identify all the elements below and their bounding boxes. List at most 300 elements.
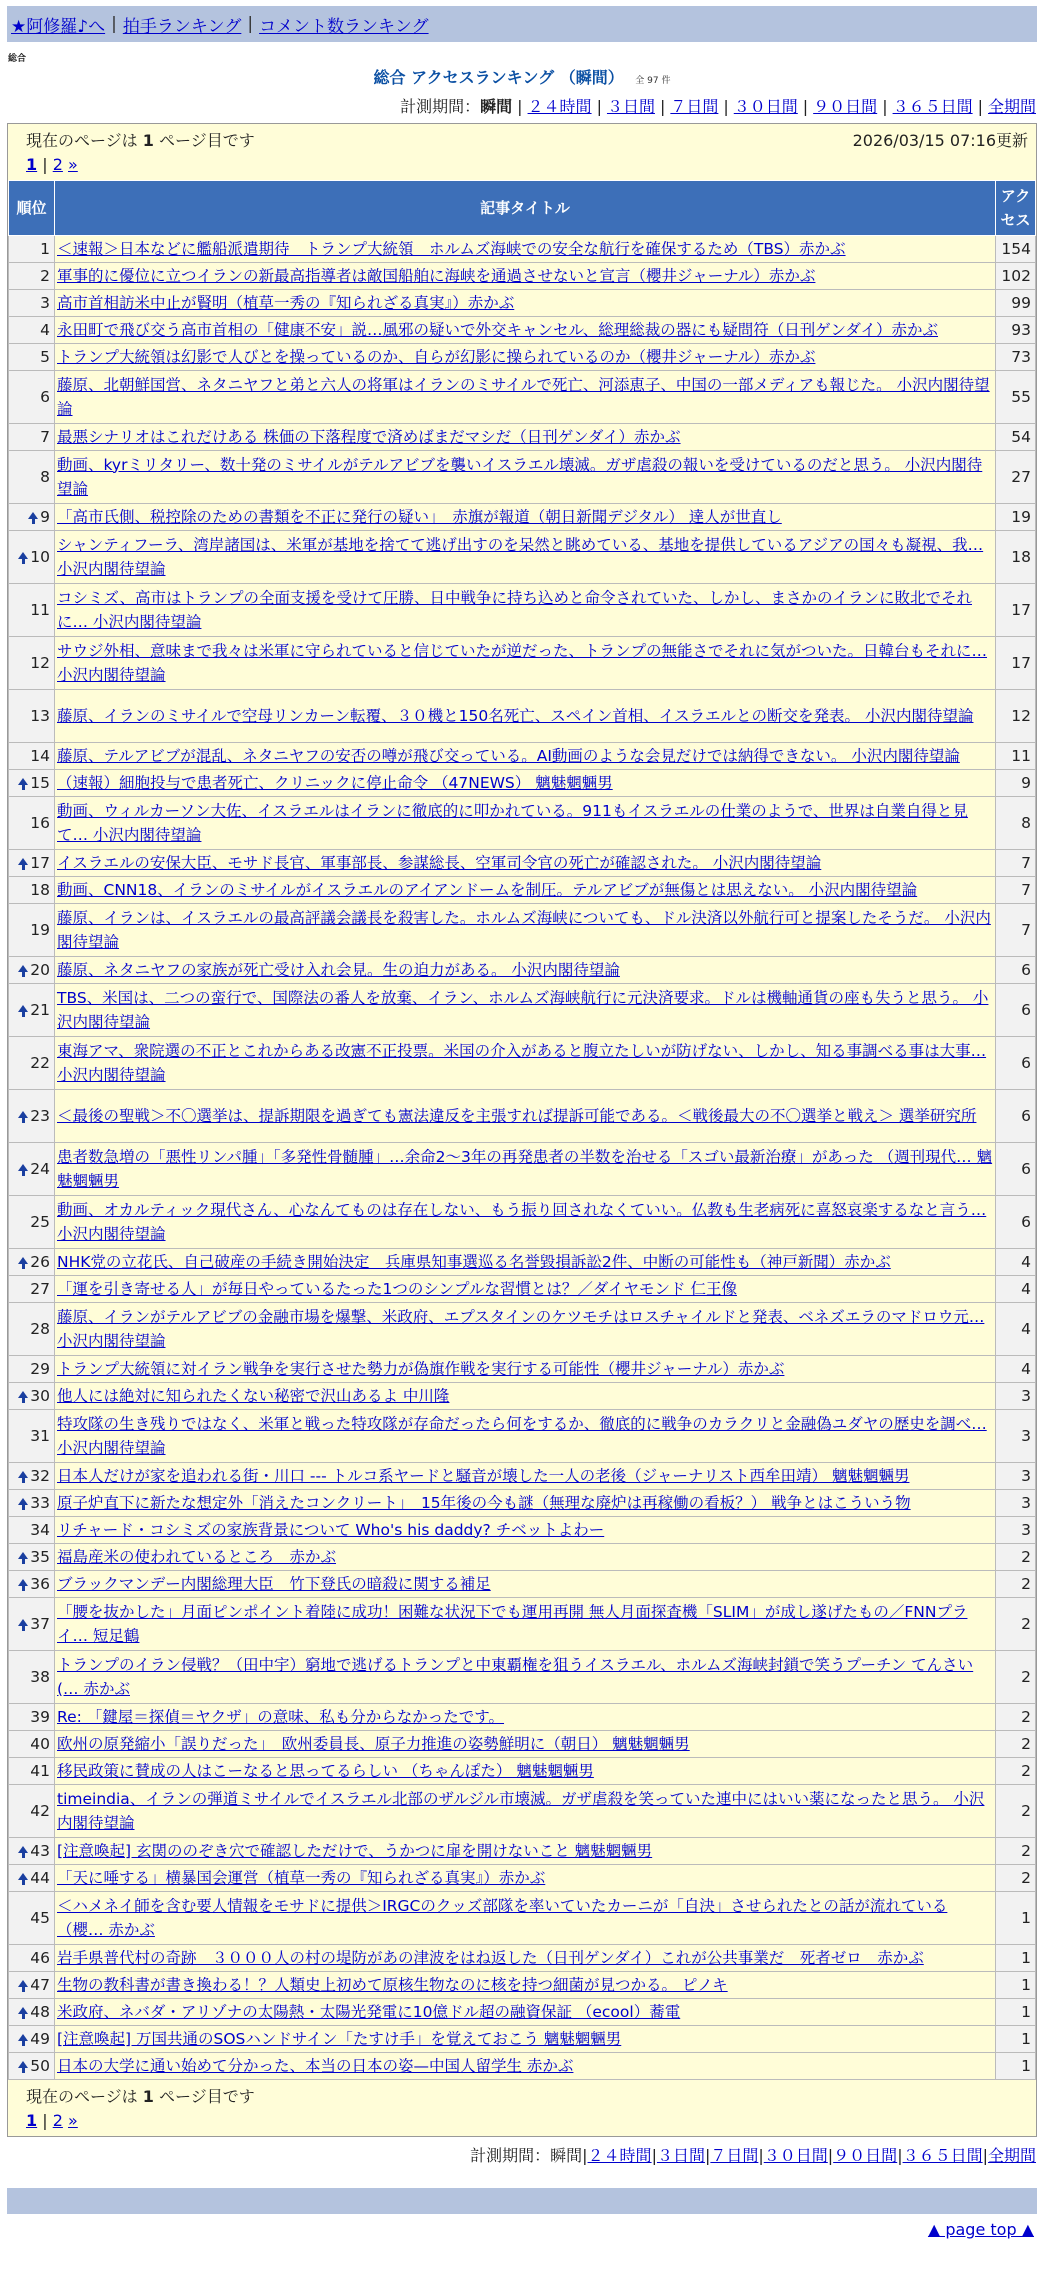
period-link[interactable]: 全期間: [987, 2146, 1036, 2165]
article-link[interactable]: 「天に唾する」横暴国会運営（植草一秀の『知られざる真実』）赤かぶ: [57, 1868, 546, 1887]
table-row: [9, 1571, 1036, 1598]
article-link[interactable]: ＜ハメネイ師を含む要人情報をモサドに提供＞IRGCのクッズ部隊を率いていたカーニが「自決」させられたとの話が流れている（櫻… 赤かぶ: [57, 1896, 948, 1939]
table-row: [9, 1090, 1036, 1143]
table-row: [9, 1704, 1036, 1731]
article-link[interactable]: NHK党の立花氏、自己破産の手続き開始決定 兵庫県知事選巡る名誉毀損訴訟2件、中断の可能性も（神戸新聞）赤かぶ: [57, 1252, 891, 1271]
rank-cell: [9, 1090, 55, 1143]
ranking-table: [8, 180, 1036, 2080]
table-row: [9, 637, 1036, 690]
rank-number: 28: [30, 1319, 50, 1338]
table-row: [9, 317, 1036, 344]
rank-number: 50: [30, 2056, 50, 2075]
rank-up-arrow-icon: [18, 778, 28, 785]
table-row: [9, 770, 1036, 797]
access-count: 54: [996, 424, 1036, 451]
rank-cell: [9, 1945, 55, 1972]
rank-cell: [9, 984, 55, 1037]
period-link[interactable]: ９０日間: [833, 2146, 898, 2165]
table-row: [9, 236, 1036, 263]
rank-number: 46: [30, 1948, 50, 1967]
page-top-link[interactable]: ▲ page top ▲: [927, 2220, 1034, 2239]
period-link[interactable]: 全期間: [987, 97, 1036, 116]
rank-number: 8: [40, 467, 50, 486]
table-row: [9, 1410, 1036, 1463]
table-row: [9, 1517, 1036, 1544]
rank-number: 9: [40, 507, 50, 526]
period-separator: |: [723, 97, 729, 116]
clap-ranking-link[interactable]: 拍手ランキング: [122, 16, 242, 37]
title-cell: [55, 2026, 996, 2053]
access-count: 6: [996, 1143, 1036, 1196]
home-link[interactable]: ★阿修羅♪へ: [11, 16, 106, 37]
rank-number: 11: [30, 600, 50, 619]
article-link[interactable]: 日本人だけが家を追われる街・川口 --- トルコ系ヤードと騒音が壊した一人の老後（ジャーナリスト西牟田靖） 魑魅魍魎男: [57, 1466, 910, 1485]
access-count: 4: [996, 1276, 1036, 1303]
title-cell: [55, 1383, 996, 1410]
table-row: [9, 1544, 1036, 1571]
rank-cell: [9, 1143, 55, 1196]
article-link[interactable]: 藤原、イランのミサイルで空母リンカーン転覆、３０機と150名死亡、スペイン首相、イスラエルとの断交を発表。 小沢内閣待望論: [57, 706, 974, 725]
title-cell: [55, 1544, 996, 1571]
access-count: 2: [996, 1598, 1036, 1651]
article-link[interactable]: 藤原、北朝鮮国営、ネタニヤフと弟と六人の将軍はイランのミサイルで死亡、河添恵子、中国の一部メディアも報じた。 小沢内閣待望論: [57, 375, 990, 418]
table-row: [9, 2053, 1036, 2080]
article-link[interactable]: （速報）細胞投与で患者死亡、クリニックに停止命令 （47NEWS） 魑魅魍魎男: [57, 773, 613, 792]
access-count: 102: [996, 263, 1036, 290]
access-count: 6: [996, 1090, 1036, 1143]
rank-cell: [9, 743, 55, 770]
access-count: 3: [996, 1517, 1036, 1544]
access-count: 154: [996, 236, 1036, 263]
pager-next-arrow[interactable]: »: [68, 2111, 78, 2130]
rank-cell: [9, 1490, 55, 1517]
rank-number: 22: [30, 1053, 50, 1072]
title-cell: [55, 1785, 996, 1838]
title-cell: [55, 1758, 996, 1785]
title-cell: [55, 957, 996, 984]
ranking-rows: [9, 236, 1036, 2080]
rank-number: 12: [30, 653, 50, 672]
access-count: 3: [996, 1383, 1036, 1410]
article-link[interactable]: 動画、CNN18、イランのミサイルがイスラエルのアイアンドームを制圧。テルアビブが無傷とは思えない。 小沢内閣待望論: [57, 880, 918, 899]
article-link[interactable]: リチャード・コシミズの家族背景について Who's his daddy? チベットよわー: [57, 1520, 605, 1539]
page-info-suffix: ページ目です: [159, 131, 255, 150]
period-current: 瞬間: [480, 97, 513, 116]
title-cell: [55, 904, 996, 957]
article-link[interactable]: 動画、kyrミリタリー、数十発のミサイルがテルアビブを襲いイスラエル壊滅。ガザ虐殺の報いを受けているのだと思う。 小沢内閣待望論: [57, 455, 983, 498]
rank-cell: [9, 263, 55, 290]
table-row: [9, 1303, 1036, 1356]
period-separator: |: [596, 97, 602, 116]
article-link[interactable]: 特攻隊の生き残りではなく、米軍と戦った特攻隊が存命だったら何をするか、徹底的に戦争のカラクリと金融偽ユダヤの歴史を調べ… 小沢内閣待望論: [57, 1414, 987, 1457]
article-link[interactable]: 永田町で飛び交う高市首相の「健康不安」説…風邪の疑いで外交キャンセル、総理総裁の器にも疑問符（日刊ゲンダイ）赤かぶ: [57, 320, 939, 339]
article-link[interactable]: 藤原、イランがテルアビブの金融市場を爆撃、米政府、エプスタインのケツモチはロスチャイルドと発表、ベネズエラのマドロウ元… 小沢内閣待望論: [57, 1307, 985, 1350]
access-count: 6: [996, 984, 1036, 1037]
table-row: [9, 531, 1036, 584]
article-link[interactable]: 「腰を抜かした」月面ピンポイント着陸に成功！困難な状況下でも運用再開 無人月面探査機「SLIM」が成し遂げたもの／FNNプライ… 短足鶴: [57, 1602, 968, 1645]
article-link[interactable]: 患者数急増の「悪性リンパ腫」「多発性骨髄腫」…余命2～3年の再発患者の半数を治せる「スゴい最新治療」があった （週刊現代… 魑魅魍魎男: [57, 1147, 993, 1190]
article-link[interactable]: 移民政策に賛成の人はこーなると思ってるらしい （ちゃんぽた） 魑魅魍魎男: [57, 1761, 594, 1780]
table-row: [9, 850, 1036, 877]
table-row: [9, 424, 1036, 451]
title-cell: [55, 2053, 996, 2080]
pager-bottom: [26, 2111, 1028, 2130]
title-cell: [55, 584, 996, 637]
title-cell: [55, 263, 996, 290]
access-count: 8: [996, 797, 1036, 850]
title-cell: [55, 1463, 996, 1490]
table-row: [9, 451, 1036, 504]
access-count: 3: [996, 1463, 1036, 1490]
period-link[interactable]: ７日間: [670, 97, 719, 116]
access-count: 6: [996, 1196, 1036, 1249]
pager-page-1[interactable]: 1: [26, 155, 38, 174]
article-link[interactable]: Re: 「鍵屋＝探偵＝ヤクザ」の意味、私も分からなかったです。: [57, 1707, 505, 1726]
title-cell: [55, 1356, 996, 1383]
title-cell: [55, 850, 996, 877]
article-link[interactable]: [注意喚起] 万国共通のSOSハンドサイン「たすけ手」を覚えておこう 魑魅魍魎男: [57, 2029, 622, 2048]
table-row: [9, 957, 1036, 984]
page-number: 1: [142, 2087, 154, 2106]
period-link[interactable]: ７日間: [710, 2146, 759, 2165]
rank-number: 15: [30, 773, 50, 792]
period-separator: |: [651, 2146, 657, 2165]
table-row: [9, 743, 1036, 770]
period-separator: |: [704, 2146, 711, 2165]
period-separator: |: [802, 97, 809, 116]
title-cell: [55, 1999, 996, 2026]
access-count: 93: [996, 317, 1036, 344]
title-cell: [55, 1598, 996, 1651]
table-row: [9, 1945, 1036, 1972]
article-link[interactable]: 「運を引き寄せる人」が毎日やっているたった1つのシンプルな習慣とは？／ダイヤモンド 仁王像: [57, 1279, 737, 1298]
rank-number: 25: [30, 1212, 50, 1231]
rank-up-arrow-icon: [18, 965, 28, 972]
table-row: [9, 984, 1036, 1037]
rank-cell: [9, 290, 55, 317]
access-header: アクセス: [996, 181, 1036, 236]
rank-number: 43: [30, 1841, 50, 1860]
article-link[interactable]: 藤原、ネタニヤフの家族が死亡受け入れ会見。生の迫力がある。 小沢内閣待望論: [57, 960, 620, 979]
article-link[interactable]: 「高市氏側、税控除のための書類を不正に発行の疑い」 赤旗が報道（朝日新聞デジタル） 達人が世直し: [57, 507, 782, 526]
access-count: 7: [996, 850, 1036, 877]
table-row: [9, 1651, 1036, 1704]
table-row: [9, 344, 1036, 371]
rank-cell: [9, 637, 55, 690]
title-cell: [55, 1490, 996, 1517]
access-count: 9: [996, 770, 1036, 797]
access-count: 4: [996, 1356, 1036, 1383]
rank-cell: [9, 1276, 55, 1303]
rank-cell: [9, 1651, 55, 1704]
period-link[interactable]: ３６５日間: [902, 2146, 983, 2165]
access-count: 12: [996, 690, 1036, 743]
article-link[interactable]: 藤原、イランは、イスラエルの最高評議会議長を殺害した。ホルムズ海峡についても、ドル決済以外航行可と提案したそうだ。 小沢内閣待望論: [57, 908, 991, 951]
rank-cell: [9, 531, 55, 584]
rank-up-arrow-icon: [18, 1111, 28, 1118]
rank-cell: [9, 1838, 55, 1865]
rank-cell: [9, 1999, 55, 2026]
article-link[interactable]: 高市首相訪米中止が賢明（植草一秀の『知られざる真実』）赤かぶ: [57, 293, 515, 312]
title-cell: [55, 984, 996, 1037]
article-link[interactable]: TBS、米国は、二つの蛮行で、国際法の番人を放棄、イラン、ホルムズ海峡航行に元決済要求。ドルは機軸通貨の座も失うと思う。 小沢内閣待望論: [57, 988, 989, 1031]
title-cell: [55, 1410, 996, 1463]
access-count: 2: [996, 1838, 1036, 1865]
period-link[interactable]: ３日間: [606, 97, 655, 116]
rank-up-arrow-icon: [18, 1257, 28, 1264]
access-count: 4: [996, 1303, 1036, 1356]
access-count: 2: [996, 1865, 1036, 1892]
rank-cell: [9, 2026, 55, 2053]
access-count: 6: [996, 1037, 1036, 1090]
updated-time: 2026/03/15 07:16更新: [852, 131, 1028, 150]
rank-cell: [9, 1517, 55, 1544]
period-separator: |: [882, 97, 888, 116]
article-link[interactable]: シャンティフーラ、湾岸諸国は、米軍が基地を捨てて逃げ出すのを呆然と眺めている、基地を提供しているアジアの国々も凝視、我… 小沢内閣待望論: [57, 535, 984, 578]
nav-separator: |: [111, 14, 117, 34]
article-link[interactable]: 欧州の原発縮小「誤りだった」 欧州委員長、原子力推進の姿勢鮮明に（朝日） 魑魅魍魎男: [57, 1734, 690, 1753]
period-separator: |: [827, 2146, 834, 2165]
access-count: 2: [996, 1704, 1036, 1731]
title-cell: [55, 1731, 996, 1758]
rank-cell: [9, 1758, 55, 1785]
rank-number: 6: [40, 387, 50, 406]
rank-up-arrow-icon: [18, 2061, 28, 2068]
rank-cell: [9, 1383, 55, 1410]
rank-number: 7: [40, 427, 50, 446]
table-row: [9, 1785, 1036, 1838]
table-row: [9, 797, 1036, 850]
rank-cell: [9, 1785, 55, 1838]
article-link[interactable]: ブラックマンデー内閣総理大臣 竹下登氏の暗殺に関する補足: [57, 1574, 491, 1593]
rank-number: 37: [30, 1614, 50, 1633]
rank-number: 1: [40, 239, 50, 258]
ranking-container: [7, 123, 1037, 2137]
access-count: 55: [996, 371, 1036, 424]
pager-separator: |: [42, 2111, 48, 2130]
access-count: 17: [996, 584, 1036, 637]
rank-number: 39: [30, 1707, 50, 1726]
rank-number: 16: [30, 813, 50, 832]
period-link[interactable]: ９０日間: [813, 97, 878, 116]
page-number: 1: [142, 131, 154, 150]
title-cell: [55, 877, 996, 904]
page-info-bar: [8, 124, 1036, 180]
period-link[interactable]: ３６５日間: [892, 97, 973, 116]
access-count: 19: [996, 504, 1036, 531]
period-separator: |: [517, 97, 523, 116]
article-link[interactable]: 動画、オカルティック現代さん、心なんてものは存在しない、もう振り回されなくていい。仏教も生老病死に喜怒哀楽するなと言う… 小沢内閣待望論: [57, 1200, 987, 1243]
title-cell: [55, 1249, 996, 1276]
access-count: 7: [996, 877, 1036, 904]
access-count: 3: [996, 1490, 1036, 1517]
rank-number: 4: [40, 320, 50, 339]
rank-cell: [9, 797, 55, 850]
access-count: 1: [996, 2053, 1036, 2080]
rank-cell: [9, 344, 55, 371]
rank-number: 5: [40, 347, 50, 366]
table-row: [9, 1865, 1036, 1892]
table-row: [9, 290, 1036, 317]
table-row: [9, 877, 1036, 904]
pager-page-1[interactable]: 1: [26, 2111, 38, 2130]
article-link[interactable]: 岩手県普代村の奇跡 ３０００人の村の堤防があの津波をはね返した（日刊ゲンダイ）これが公共事業だ 死者ゼロ 赤かぶ: [57, 1948, 924, 1967]
rank-number: 47: [30, 1975, 50, 1994]
rank-up-arrow-icon: [18, 552, 28, 559]
table-row: [9, 1490, 1036, 1517]
page-title: 総合 アクセスランキング （瞬間）: [373, 68, 624, 87]
access-count: 11: [996, 743, 1036, 770]
rank-number: 18: [30, 880, 50, 899]
rank-up-arrow-icon: [18, 1552, 28, 1559]
title-cell: [55, 637, 996, 690]
title-header: 記事タイトル: [55, 181, 996, 236]
article-link[interactable]: 藤原、テルアビブが混乱、ネタニヤフの安否の噂が飛び交っている。AI動画のような会見だけでは納得できない。 小沢内閣待望論: [57, 746, 960, 765]
rank-cell: [9, 1571, 55, 1598]
period-separator: |: [897, 2146, 903, 2165]
rank-cell: [9, 957, 55, 984]
title-cell: [55, 504, 996, 531]
page-info-prefix: 現在のページは: [26, 131, 138, 150]
table-row: [9, 1731, 1036, 1758]
article-link[interactable]: 米政府、ネバダ・アリゾナの太陽熱・太陽光発電に10億ドル超の融資保証 （ecool）蕎電: [57, 2002, 681, 2021]
article-link[interactable]: 日本の大学に通い始めて分かった、本当の日本の姿—中国人留学生 赤かぶ: [57, 2056, 574, 2075]
rank-number: 40: [30, 1734, 50, 1753]
table-row: [9, 263, 1036, 290]
rank-cell: [9, 1196, 55, 1249]
article-link[interactable]: ＜速報＞日本などに艦船派遣期待 トランプ大統領 ホルムズ海峡での安全な航行を確保するため（TBS）赤かぶ: [57, 239, 846, 258]
rank-number: 24: [30, 1159, 50, 1178]
period-link[interactable]: ２４時間: [587, 2146, 652, 2165]
title-cell: [55, 1143, 996, 1196]
access-count: 1: [996, 1999, 1036, 2026]
rank-cell: [9, 1704, 55, 1731]
page-title-row: [0, 65, 1044, 88]
period-separator: |: [582, 2146, 588, 2165]
period-link[interactable]: ３０日間: [763, 2146, 828, 2165]
rank-cell: [9, 1972, 55, 1999]
rank-number: 31: [30, 1426, 50, 1445]
rank-up-arrow-icon: [18, 1873, 28, 1880]
table-row: [9, 1758, 1036, 1785]
title-cell: [55, 1704, 996, 1731]
title-cell: [55, 1196, 996, 1249]
title-cell: [55, 531, 996, 584]
rank-number: 13: [30, 706, 50, 725]
rank-number: 49: [30, 2029, 50, 2048]
title-cell: [55, 797, 996, 850]
rank-cell: [9, 2053, 55, 2080]
table-row: [9, 1892, 1036, 1945]
article-link[interactable]: [注意喚起] 玄関ののぞき穴で確認しただけで、うかつに扉を開けないこと 魑魅魍魎男: [57, 1841, 653, 1860]
title-cell: [55, 1276, 996, 1303]
table-row: [9, 1838, 1036, 1865]
article-link[interactable]: トランプ大統領は幻影で人びとを操っているのか、自らが幻影に操られているのか（櫻井ジャーナル）赤かぶ: [57, 347, 816, 366]
rank-number: 3: [40, 293, 50, 312]
top-nav: [7, 6, 1037, 42]
rank-cell: [9, 1303, 55, 1356]
rank-number: 36: [30, 1574, 50, 1593]
article-link[interactable]: 軍事的に優位に立つイランの新最高指導者は敵国船舶に海峡を通過させないと宣言（櫻井ジャーナル）赤かぶ: [57, 266, 816, 285]
table-row: [9, 1037, 1036, 1090]
access-count: 27: [996, 451, 1036, 504]
pager-separator: |: [42, 155, 48, 174]
rank-up-arrow-icon: [18, 1391, 28, 1398]
article-link[interactable]: 最悪シナリオはこれだけある 株価の下落程度で済めばまだマシだ（日刊ゲンダイ）赤かぶ: [57, 427, 681, 446]
period-link[interactable]: ３０日間: [733, 97, 798, 116]
rank-cell: [9, 877, 55, 904]
rank-number: 14: [30, 746, 50, 765]
article-link[interactable]: トランプのイラン侵戦？（田中宇）窮地で逃げるトランプと中東覇権を狙うイスラエル、ホルムズ海峡封鎖で笑うプーチン てんさい(… 赤かぶ: [57, 1655, 974, 1698]
rank-number: 34: [30, 1520, 50, 1539]
access-count: 1: [996, 1972, 1036, 1999]
title-cell: [55, 1972, 996, 1999]
rank-up-arrow-icon: [18, 1005, 28, 1012]
article-link[interactable]: 原子炉直下に新たな想定外「消えたコンクリート」 15年後の今も謎（無理な廃炉は再稼働の看板？） 戦争とはこういう物: [57, 1493, 911, 1512]
article-link[interactable]: イスラエルの安保大臣、モサド長官、軍事部長、参謀総長、空軍司令官の死亡が確認された。 小沢内閣待望論: [57, 853, 822, 872]
rank-up-arrow-icon: [18, 1980, 28, 1987]
rank-header: 順位: [9, 181, 55, 236]
rank-cell: [9, 1544, 55, 1571]
category-label: 総合: [8, 54, 27, 64]
title-cell: [55, 424, 996, 451]
rank-number: 45: [30, 1908, 50, 1927]
access-count: 4: [996, 1249, 1036, 1276]
page-info-bar-bottom: [8, 2080, 1036, 2136]
period-label: 計測期間：: [470, 2146, 551, 2165]
comment-ranking-link[interactable]: コメント数ランキング: [259, 16, 429, 37]
pager-page-2[interactable]: 2: [52, 2111, 63, 2130]
access-count: 1: [996, 1892, 1036, 1945]
title-cell: [55, 743, 996, 770]
rank-number: 23: [30, 1106, 50, 1125]
pager-page-2[interactable]: 2: [52, 155, 63, 174]
period-link[interactable]: ２４時間: [527, 97, 592, 116]
rank-number: 21: [30, 1000, 50, 1019]
pager-next-arrow[interactable]: »: [68, 155, 78, 174]
article-link[interactable]: トランプ大統領に対イラン戦争を実行させた勢力が偽旗作戦を実行する可能性（櫻井ジャーナル）赤かぶ: [57, 1359, 785, 1378]
title-cell: [55, 1037, 996, 1090]
access-count: 18: [996, 531, 1036, 584]
article-link[interactable]: コシミズ、高市はトランプの全面支援を受けて圧勝、日中戦争に持ち込めと命令されていた、しかし、まさかのイランに敗北でそれに… 小沢内閣待望論: [57, 588, 972, 631]
rank-number: 19: [30, 920, 50, 939]
article-link[interactable]: 他人には絶対に知られたくない秘密で沢山あるよ 中川隆: [57, 1386, 450, 1405]
rank-cell: [9, 504, 55, 531]
period-link[interactable]: ３日間: [656, 2146, 705, 2165]
article-link[interactable]: 動画、ウィルカーソン大佐、イスラエルはイランに徹底的に叩かれている。911もイスラエルの仕業のようで、世界は自業自得と見て… 小沢内閣待望論: [57, 801, 968, 844]
period-current: 瞬間: [550, 2146, 583, 2165]
article-link[interactable]: 生物の教科書が書き換わる！？人類史上初めて原核生物なのに核を持つ細菌が見つかる。 ピノキ: [57, 1975, 728, 1994]
page-info: [26, 2084, 1028, 2107]
rank-number: 30: [30, 1386, 50, 1405]
table-row: [9, 584, 1036, 637]
article-link[interactable]: 東海アマ、衆院選の不正とこれからある改憲不正投票。米国の介入があると腹立たしいが防げない、しかし、知る事調べる事は大事… 小沢内閣待望論: [57, 1041, 987, 1084]
table-row: [9, 1463, 1036, 1490]
rank-cell: [9, 371, 55, 424]
title-cell: [55, 371, 996, 424]
access-count: 2: [996, 1731, 1036, 1758]
article-link[interactable]: サウジ外相、意味まで我々は米軍に守られていると信じていたが逆だった、トランプの無能さでそれに気がついた。日韓台もそれに… 小沢内閣待望論: [57, 641, 988, 684]
access-count: 17: [996, 637, 1036, 690]
rank-cell: [9, 1865, 55, 1892]
article-link[interactable]: ＜最後の聖戦＞不〇選挙は、提訴期限を過ぎても憲法違反を主張すれば提訴可能である。＜戦後最大の不〇選挙と戦え＞ 選挙研究所: [57, 1106, 977, 1125]
article-link[interactable]: timeindia、イランの弾道ミサイルでイスラエル北部のザルジル市壊滅。ガザ虐殺を笑っていた連中にはいい薬になったと思う。 小沢内閣待望論: [57, 1789, 985, 1832]
article-link[interactable]: 福島産米の使われているところ 赤かぶ: [57, 1547, 337, 1566]
access-count: 6: [996, 957, 1036, 984]
page-info-suffix: ページ目です: [159, 2087, 255, 2106]
rank-number: 38: [30, 1667, 50, 1686]
access-count: 2: [996, 1544, 1036, 1571]
